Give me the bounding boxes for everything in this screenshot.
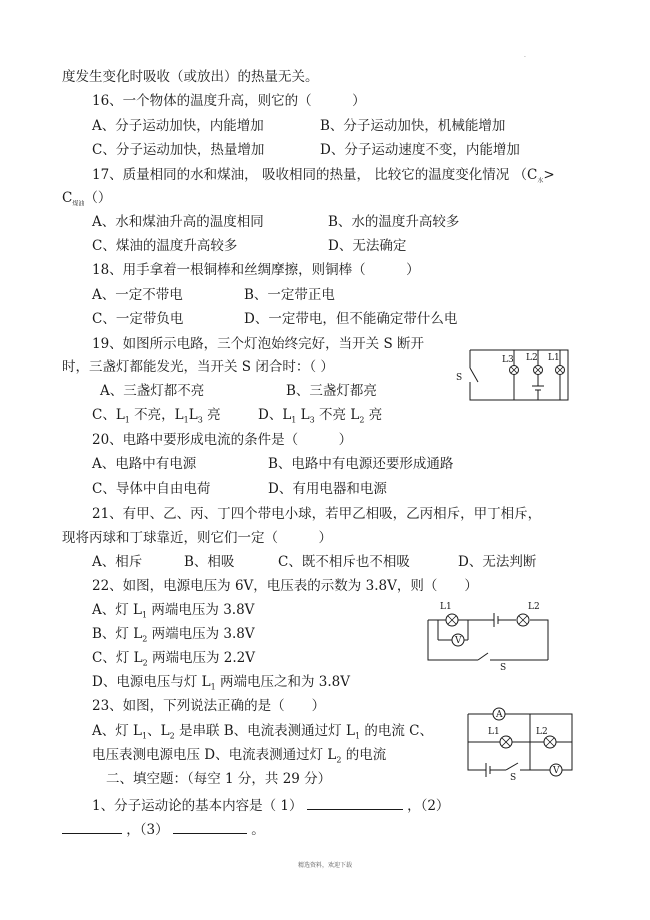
q17-option-c: C、煤油的温度升高较多 xyxy=(92,238,238,254)
fill1-blank-3[interactable] xyxy=(173,819,247,834)
fill1-pre: 1、分子运动论的基本内容是（ 1） xyxy=(92,798,303,814)
q17-option-d: D、无法确定 xyxy=(328,238,407,254)
fill1-line2 xyxy=(62,819,265,839)
q23-l1-sub1: 1 xyxy=(142,731,148,741)
q18-option-d: D、一定带电，但不能确定带什么电 xyxy=(244,311,458,327)
q22-d-sub: 1 xyxy=(210,682,216,692)
q23-stem: 23、如图，下列说法正确的是（ ） xyxy=(92,698,326,714)
q19-stem-line2: 时，三盏灯都能发光，当开关 S 闭合时：（ ） xyxy=(62,359,334,375)
q19-fig-s-label: S xyxy=(456,373,463,383)
q19-c-sub3: 3 xyxy=(197,415,203,425)
previous-question-continuation: 度发生变化时吸收（或放出）的热量无关。 xyxy=(62,69,319,85)
q20-option-d: D、有用电器和电源 xyxy=(268,481,387,497)
q18-option-b: B、一定带正电 xyxy=(244,287,335,303)
q18-option-c: C、一定带负电 xyxy=(92,311,184,327)
q22-circuit-diagram xyxy=(418,600,558,672)
q19-stem-line1: 19、如图所示电路，三个灯泡始终完好，当开关 S 断开 xyxy=(92,336,425,352)
q16-option-b: B、分子运动加快，机械能增加 xyxy=(320,118,506,134)
q21-option-d: D、无法判断 xyxy=(458,554,537,570)
q16-option-d: D、分子运动速度不变，内能增加 xyxy=(320,142,520,158)
q23-fig-l1-label: L1 xyxy=(488,727,500,737)
q22-b-sub: 2 xyxy=(142,634,148,644)
q19-d-sub1: 1 xyxy=(291,415,297,425)
q19-d-mid2: 不亮 L xyxy=(314,407,360,423)
q19-fig-l1-label: L1 xyxy=(548,353,560,363)
q18-option-a: A、一定不带电 xyxy=(92,287,183,303)
q22-a-post: 两端电压为 3.8V xyxy=(147,602,255,618)
q19-d-post: 亮 xyxy=(364,407,383,423)
q21-option-a: A、相斥 xyxy=(92,554,143,570)
q22-fig-l1-label: L1 xyxy=(440,602,452,612)
q19-d-sub2: 3 xyxy=(309,415,315,425)
q21-option-b: B、相吸 xyxy=(184,554,235,570)
q22-option-a xyxy=(92,601,254,625)
q19-option-c xyxy=(92,406,221,430)
q21-option-c: C、既不相斥也不相吸 xyxy=(278,554,410,570)
q22-fig-s-label: S xyxy=(500,663,507,672)
q17-stem-text: 17、质量相同的水和煤油， 吸收相同的热量， 比较它的温度变化情况 （C xyxy=(92,167,538,183)
page-footer: 精选资料，欢迎下载 xyxy=(297,862,352,869)
q20-option-a: A、电路中有电源 xyxy=(92,456,197,472)
q22-c-pre: C、灯 L xyxy=(92,650,143,666)
q22-a-sub: 1 xyxy=(142,610,148,620)
q17-paren: （） xyxy=(84,190,112,206)
q23-line1 xyxy=(92,722,433,746)
q19-option-d xyxy=(258,406,382,430)
q16-option-c: C、分子运动加快，热量增加 xyxy=(92,142,265,158)
q19-d-sub3: 2 xyxy=(359,415,365,425)
q22-c-post: 两端电压为 2.2V xyxy=(147,650,255,666)
q22-d-post: 两端电压之和为 3.8V xyxy=(215,674,350,690)
q22-fig-l2-label: L2 xyxy=(528,602,540,612)
q22-b-pre: B、灯 L xyxy=(92,626,143,642)
fill1-line2-mid: ，（3） xyxy=(126,822,169,838)
q16-stem: 16、一个物体的温度升高，则它的（ ） xyxy=(92,93,366,109)
q19-d-mid: L xyxy=(296,407,310,423)
q22-option-c xyxy=(92,649,255,673)
q20-option-b: B、电路中有电源还要形成通路 xyxy=(268,456,454,472)
q22-c-sub: 2 xyxy=(142,658,148,668)
q17-option-b: B、水的温度升高较多 xyxy=(328,214,460,230)
q23-l1-end: 的电流 C、 xyxy=(360,723,433,739)
q16-option-a: A、分子运动加快，内能增加 xyxy=(92,118,264,134)
q23-fig-a-label: A xyxy=(496,710,503,720)
q22-fig-v-label: V xyxy=(455,636,462,646)
q17-stem-line2 xyxy=(62,189,111,214)
q19-d-pre: D、L xyxy=(258,407,292,423)
q19-fig-l2-label: L2 xyxy=(526,353,538,363)
q22-d-pre: D、电源电压与灯 L xyxy=(92,674,211,690)
q17-option-a: A、水和煤油升高的温度相同 xyxy=(92,214,264,230)
q19-option-b: B、三盏灯都亮 xyxy=(286,383,377,399)
q23-l2-pre: 电压表测电源电压 D、电流表测通过灯 L xyxy=(92,747,337,763)
q23-l1-post: 是串联 B、电流表测通过灯 L xyxy=(174,723,355,739)
fill1-blank-2[interactable] xyxy=(62,819,122,834)
q17-sub-water: 水 xyxy=(537,177,544,185)
q17-stem-line1 xyxy=(92,166,555,191)
q21-stem-line2: 现将丙球和丁球靠近，则它们一定（ ） xyxy=(62,530,332,546)
q23-fig-l2-label: L2 xyxy=(536,727,548,737)
fill1-mid: ，（2） xyxy=(407,798,450,814)
q23-l2-sub: 2 xyxy=(336,755,342,765)
section-fill-in-title: 二、填空题：（每空 1 分，共 29 分） xyxy=(106,771,332,787)
q23-l1-sub2: 2 xyxy=(169,731,175,741)
q19-c-sub1: 1 xyxy=(124,415,130,425)
q23-fig-v-label: V xyxy=(553,766,560,776)
q23-l2-post: 的电流 xyxy=(341,747,387,763)
q19-c-post: 亮 xyxy=(202,407,221,423)
q17-c: C xyxy=(62,190,73,206)
q23-l1-sub3: 1 xyxy=(354,731,361,741)
q19-option-a: A、三盏灯都不亮 xyxy=(100,383,205,399)
q21-stem-line1: 21、有甲、乙、丙、丁四个带电小球，若甲乙相吸，乙丙相斥，甲丁相斥， xyxy=(92,506,542,522)
q17-gt: > xyxy=(543,167,555,183)
q22-a-pre: A、灯 L xyxy=(92,602,143,618)
fill1-line1 xyxy=(92,795,449,815)
q19-c-mid: 不亮，L xyxy=(129,407,184,423)
q20-stem: 20、电路中要形成电流的条件是（ ） xyxy=(92,432,353,448)
fill1-blank-1[interactable] xyxy=(307,795,403,810)
q22-stem: 22、如图，电源电压为 6V，电压表的示数为 3.8V，则（ ） xyxy=(92,578,478,594)
q23-l1-mid: 、L xyxy=(147,723,170,739)
q23-l1-pre: A、灯 L xyxy=(92,723,143,739)
q23-line2 xyxy=(92,746,386,770)
fill1-line2-end: 。 xyxy=(251,822,265,838)
q20-option-c: C、导体中自由电荷 xyxy=(92,481,211,497)
q23-circuit-diagram xyxy=(460,700,580,780)
q17-sub-oil: 煤油 xyxy=(72,200,85,208)
q22-option-b xyxy=(92,625,255,649)
corner-mark: . xyxy=(524,52,526,59)
q19-c-mid2: L xyxy=(188,407,198,423)
q23-fig-s-label: S xyxy=(510,773,517,780)
q19-c-pre: C、L xyxy=(92,407,125,423)
q19-circuit-diagram xyxy=(448,338,578,408)
q18-stem: 18、用手拿着一根铜棒和丝绸摩擦，则铜棒（ ） xyxy=(92,262,420,278)
q19-c-sub2: 1 xyxy=(183,415,189,425)
q22-option-d xyxy=(92,673,350,697)
q19-fig-l3-label: L3 xyxy=(502,355,514,365)
q22-b-post: 两端电压为 3.8V xyxy=(147,626,255,642)
